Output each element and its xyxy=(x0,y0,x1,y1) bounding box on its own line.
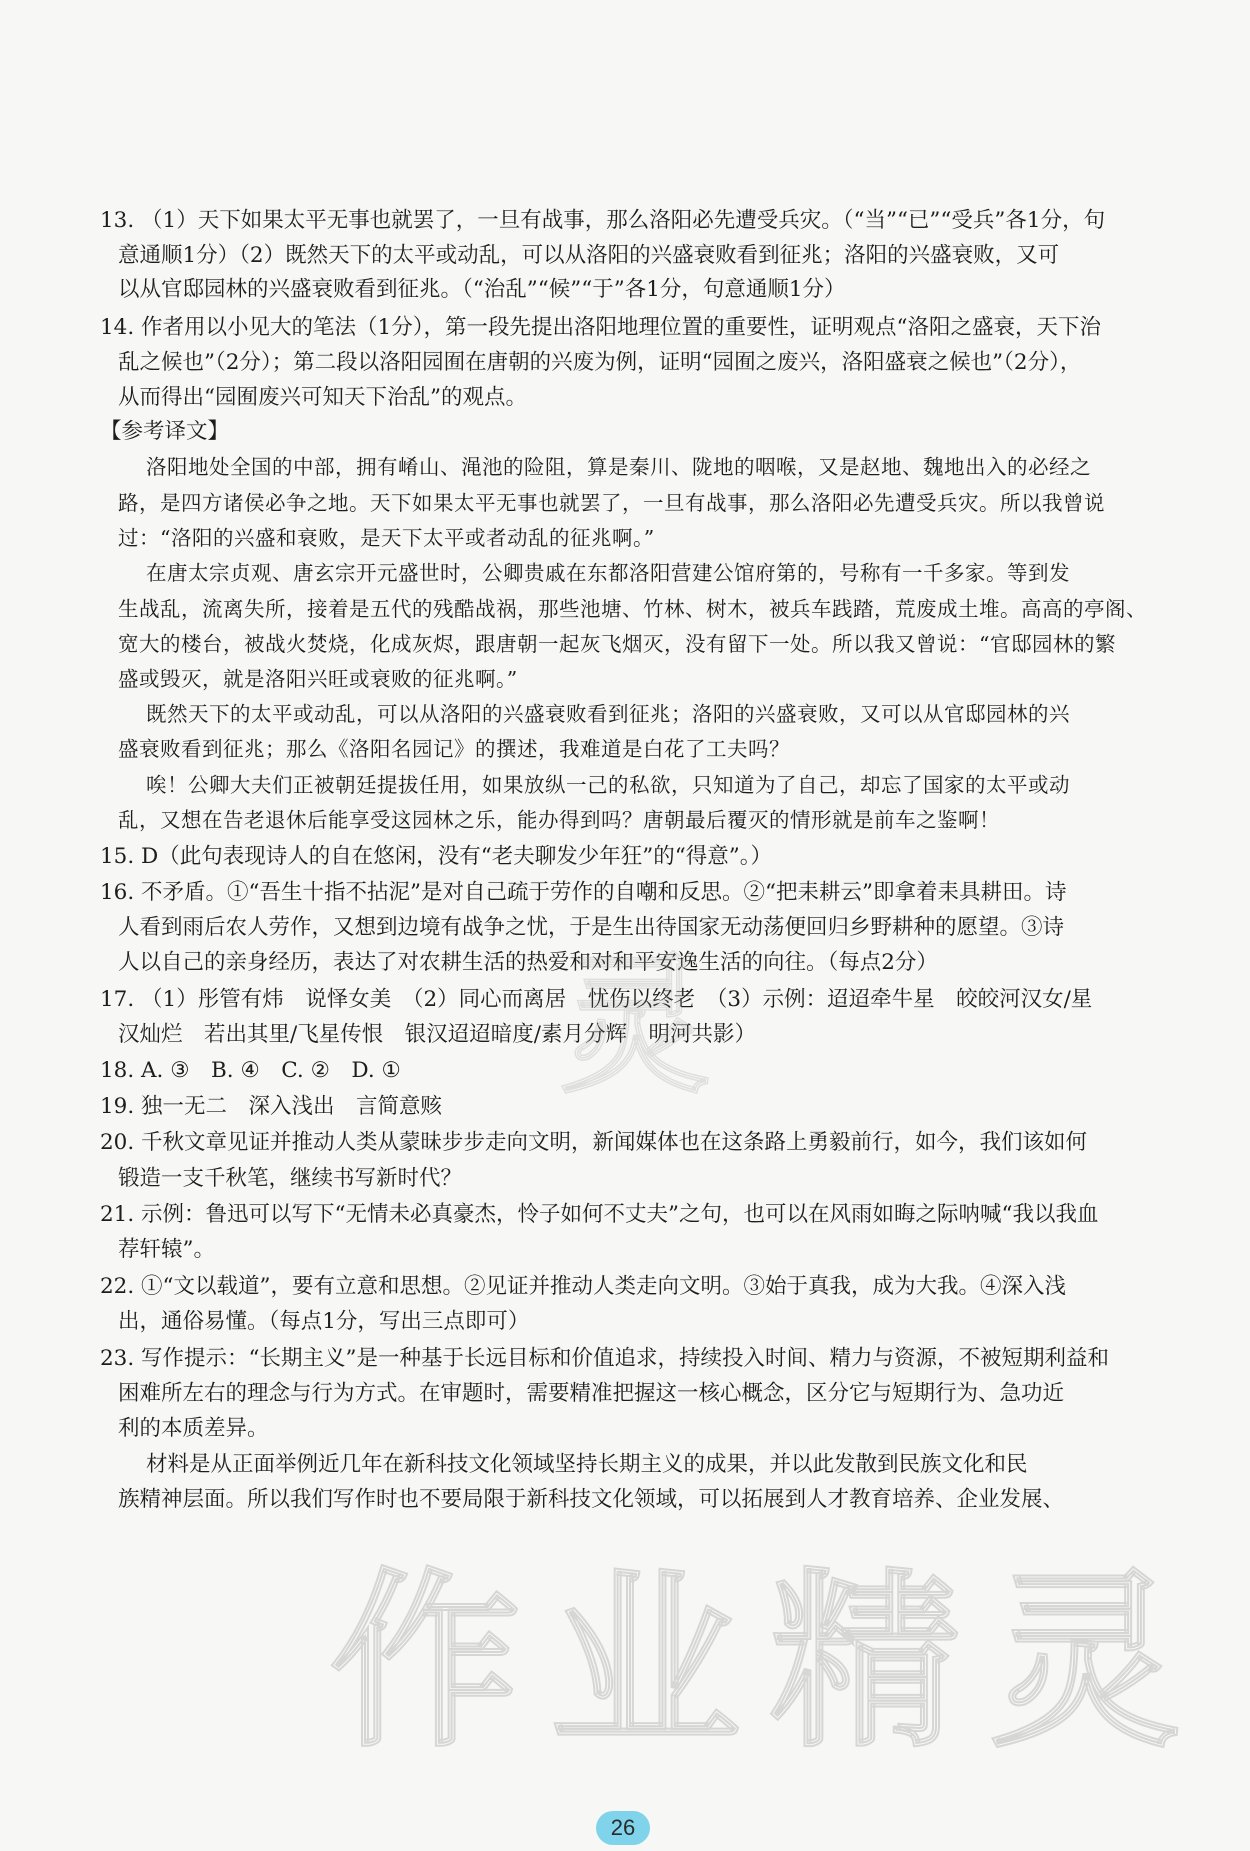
text-line: 过：“洛阳的兴盛和衰败，是天下太平或者动乱的征兆啊。” xyxy=(118,526,655,550)
text-line: 13. （1）天下如果太平无事也就罢了，一旦有战事，那么洛阳必先遭受兵灾。（“当”“已”“受兵”各1分，句 xyxy=(100,208,1106,233)
text-line: 族精神层面。所以我们写作时也不要局限于新科技文化领域，可以拓展到人才教育培养、企业发展、 xyxy=(118,1487,1065,1512)
text-line: 出，通俗易懂。（每点1分，写出三点即可） xyxy=(118,1309,530,1334)
text-line: 从而得出“园囿废兴可知天下治乱”的观点。 xyxy=(118,385,527,410)
text-line: 14. 作者用以小见大的笔法（1分），第一段先提出洛阳地理位置的重要性，证明观点“洛阳之盛衰，天下治 xyxy=(100,315,1101,340)
page-number-badge: 26 xyxy=(596,1811,650,1845)
watermark: 作业精灵 xyxy=(330,1552,1211,1773)
text-line: 22. ①“文以载道”，要有立意和思想。②见证并推动人类走向文明。③始于真我，成为大我。④深入浅 xyxy=(100,1274,1067,1299)
text-line: 困难所左右的理念与行为方式。在审题时，需要精准把握这一核心概念，区分它与短期行为、急功近 xyxy=(118,1381,1065,1406)
text-line: 材料是从正面举例近几年在新科技文化领域坚持长期主义的成果，并以此发散到民族文化和民 xyxy=(146,1452,1028,1477)
text-line: 23. 写作提示：“长期主义”是一种基于长远目标和价值追求，持续投入时间、精力与资源，不被短期利益和 xyxy=(100,1346,1110,1371)
text-line: 15. D（此句表现诗人的自在悠闲，没有“老夫聊发少年狂”的“得意”。） xyxy=(100,844,772,869)
text-line: 汉灿烂 若出其里/飞星传恨 银汉迢迢暗度/素月分辉 明河共影） xyxy=(118,1022,756,1047)
text-line: 乱，又想在告老退休后能享受这园林之乐，能办得到吗？唐朝最后覆灭的情形就是前车之鉴啊！ xyxy=(118,808,1000,832)
text-line: 人看到雨后农人劳作，又想到边境有战争之忧，于是生出待国家无动荡便回归乡野耕种的愿望。③诗 xyxy=(118,915,1065,940)
text-line: 锻造一支千秋笔，继续书写新时代？ xyxy=(118,1166,463,1191)
text-line: 20. 千秋文章见证并推动人类从蒙昧步步走向文明，新闻媒体也在这条路上勇毅前行，如今，我们该如何 xyxy=(100,1130,1088,1155)
text-line: 18. A. ③ B. ④ C. ② D. ① xyxy=(100,1058,401,1083)
text-line: 唉！公卿大夫们正被朝廷提拔任用，如果放纵一己的私欲，只知道为了自己，却忘了国家的太平或动 xyxy=(146,773,1070,797)
text-line: 洛阳地处全国的中部，拥有崤山、渑池的险阻，算是秦川、陇地的咽喉，又是赵地、魏地出入的必经之 xyxy=(146,455,1091,479)
text-line: 意通顺1分）（2）既然天下的太平或动乱，可以从洛阳的兴盛衰败看到征兆；洛阳的兴盛衰败，又可 xyxy=(118,243,1060,268)
text-line: 19. 独一无二 深入浅出 言简意赅 xyxy=(100,1094,443,1119)
text-line: 盛衰败看到征兆；那么《洛阳名园记》的撰述，我难道是白花了工夫吗？ xyxy=(118,737,790,761)
text-line: 宽大的楼台，被战火焚烧，化成灰烬，跟唐朝一起灰飞烟灭，没有留下一处。所以我又曾说：“官邸园林的繁 xyxy=(118,632,1116,656)
text-line: 路，是四方诸侯必争之地。天下如果太平无事也就罢了，一旦有战事，那么洛阳必先遭受兵灾。所以我曾说 xyxy=(118,491,1105,515)
text-line: 生战乱，流离失所，接着是五代的残酷战祸，那些池塘、竹林、树木，被兵车践踏，荒废成土堆。高高的亭阁、 xyxy=(118,597,1147,621)
text-line: 16. 不矛盾。①“吾生十指不拈泥”是对自己疏于劳作的自嘲和反思。②“把耒耕云”即拿着耒具耕田。诗 xyxy=(100,880,1067,905)
watermark-mid: 灵 xyxy=(560,940,711,1114)
text-line: 荐轩辕”。 xyxy=(118,1237,215,1262)
text-line: 以从官邸园林的兴盛衰败看到征兆。（“治乱”“候”“于”各1分，句意通顺1分） xyxy=(118,277,846,302)
text-line: 人以自己的亲身经历，表达了对农耕生活的热爱和对和平安逸生活的向往。（每点2分） xyxy=(118,950,938,975)
text-line: 在唐太宗贞观、唐玄宗开元盛世时，公卿贵戚在东都洛阳营建公馆府第的，号称有一千多家。等到发 xyxy=(146,561,1070,585)
text-line: 既然天下的太平或动乱，可以从洛阳的兴盛衰败看到征兆；洛阳的兴盛衰败，又可以从官邸园林的兴 xyxy=(146,702,1070,726)
text-line: 利的本质差异。 xyxy=(118,1416,269,1441)
text-line: 21. 示例：鲁迅可以写下“无情未必真豪杰，怜子如何不丈夫”之句，也可以在风雨如晦之际呐喊“我以我血 xyxy=(100,1202,1099,1227)
text-line: 乱之候也”（2分）；第二段以洛阳园囿在唐朝的兴废为例，证明“园囿之废兴，洛阳盛衰之候也”（2分）， xyxy=(118,350,1082,375)
text-line: 【参考译文】 xyxy=(100,419,230,444)
text-line: 17. （1）彤管有炜 说怿女美 （2）同心而离居 忧伤以终老 （3）示例：迢迢牵牛星 皎皎河汉女/星 xyxy=(100,987,1093,1012)
text-line: 盛或毁灭，就是洛阳兴旺或衰败的征兆啊。” xyxy=(118,667,518,691)
